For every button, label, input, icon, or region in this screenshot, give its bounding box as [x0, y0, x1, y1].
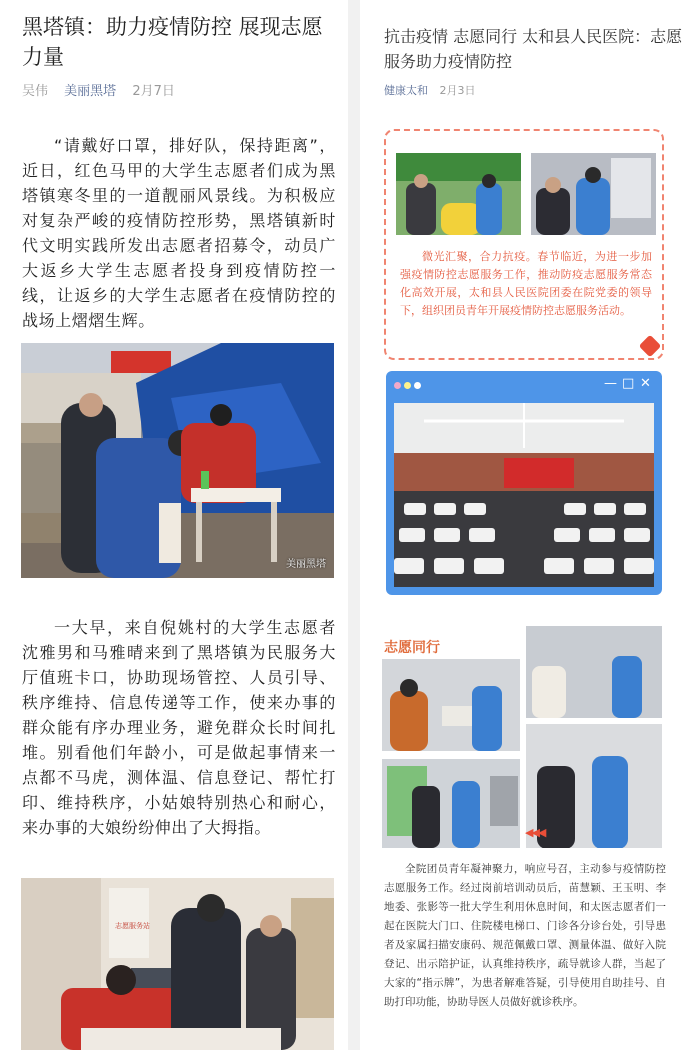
window-dot-pink-icon	[394, 382, 401, 389]
left-paragraph-1: “请戴好口罩，排好队，保持距离”，近日，红色马甲的大学生志愿者们成为黑塔镇寒冬里的一道靓丽风景线。为积极应对复杂严峻的疫情防控形势，黑塔镇新时代文明实践所发出志愿者招募令，动员广大返乡大学生志愿者投身到疫情防控一线，让返乡的大学生志愿者在疫情防控的战场上熠熠生辉。	[22, 136, 336, 330]
triple-arrow-icon: ◀◀◀	[525, 826, 545, 839]
volunteer-gallery	[382, 626, 662, 848]
right-article	[360, 0, 700, 1050]
left-article-date: 2月7日	[132, 84, 175, 99]
left-paragraph-2: 一大早，来自倪姚村的大学生志愿者沈雅男和马雅晴来到了黑塔镇为民服务大厅值班卡口，协助现场管控、人员引导、秩序维持、信息传递等工作，使来办事的群众能有序办理业务，避免群众长时间扎堆。别看他们年龄小，可是做起事情来一点都不马虎，测体温、信息登记、帮忙打印、维持秩序，小姑娘特别热心和耐心，来办事的大娘纷纷伸出了大拇指。	[22, 618, 336, 837]
column-divider	[348, 0, 360, 1050]
close-icon: ✕	[640, 376, 651, 391]
checkpoint-scene-image	[21, 343, 334, 578]
right-article-source-link[interactable]: 健康太和	[384, 84, 428, 97]
window-title-bar	[386, 371, 662, 399]
left-article-author: 吴伟	[22, 84, 49, 99]
section-label-volunteer: 志愿同行	[384, 640, 440, 656]
right-article-body: 全院团员青年凝神聚力，响应号召，主动参与疫情防控志愿服务工作。经过岗前培训动员后，苗慧颖、王玉明、李地委、张影等一批大学生利用休息时间，和太医志愿者们一起在医院大门口、住院楼电梯口、门诊各分诊台处，引导患者及家属扫描安康码、规范佩戴口罩、测量体温、做好入院登记、出示陪护证，认真维持秩序，疏导就诊人群，当起了大家的“指示牌”，为患者解难答疑，引导使用自助挂号、自助打印功能，协助导医人员做好就诊秩序。	[384, 863, 666, 1008]
window-dot-yellow-icon	[404, 382, 411, 389]
maximize-icon: □	[622, 376, 635, 391]
intro-photos-image	[396, 153, 656, 235]
right-article-title: 抗击疫情 志愿同行 太和县人民医院：志愿服务助力疫情防控	[384, 27, 683, 71]
volunteer-gallery-image	[382, 626, 662, 848]
left-photo-service-hall	[21, 878, 334, 1050]
intro-card-photos	[396, 153, 656, 235]
left-article-meta	[22, 80, 187, 99]
right-article-meta	[384, 82, 476, 98]
window-dot-white-icon	[414, 382, 421, 389]
right-article-date: 2月3日	[439, 84, 476, 97]
meeting-hall-image	[394, 403, 654, 587]
left-article-title: 黑塔镇：助力疫情防控 展现志愿力量	[22, 15, 323, 69]
intro-card	[384, 129, 664, 360]
minimize-icon: —	[604, 376, 617, 391]
corner-tag-icon	[639, 335, 662, 358]
service-hall-scene-image	[21, 878, 334, 1050]
service-sign-text: 志愿服务站	[115, 922, 150, 930]
photo-watermark: 美丽黑塔	[286, 559, 326, 570]
intro-card-text: 微光汇聚，合力抗疫。春节临近，为进一步加强疫情防控志愿服务工作，推动防疫志愿服务常态化高效开展，太和县人民医院团委在院党委的领导下，组织团员青年开展疫情防控志愿服务活动。	[400, 250, 652, 317]
left-article-source-link[interactable]: 美丽黑塔	[64, 84, 117, 99]
left-photo-checkpoint	[21, 343, 334, 578]
left-article	[0, 0, 348, 1050]
meeting-hall-photo	[394, 403, 654, 587]
window-frame-card	[386, 371, 662, 595]
